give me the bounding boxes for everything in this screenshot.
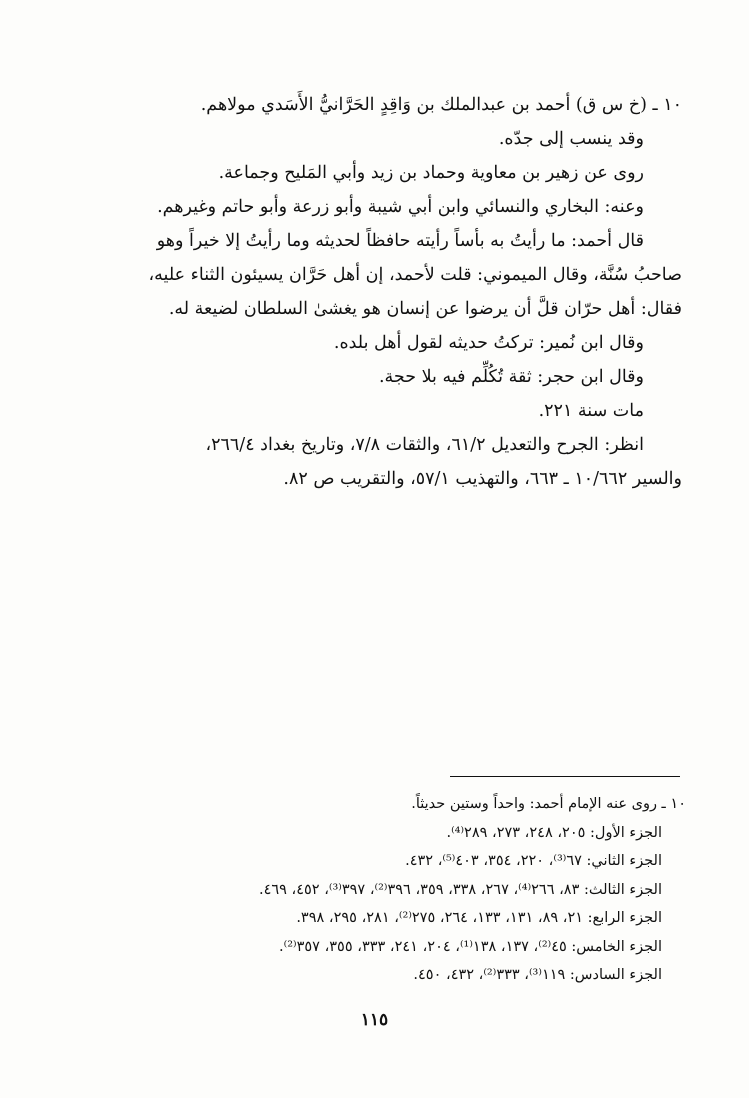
entry-line: وعنه: البخاري والنسائي وابن أبي شيبة وأبو زرعة وأبو حاتم وغيرهم. (157, 197, 644, 217)
entry-line: مات سنة ٢٢١. (538, 401, 644, 421)
footnote-line: الجزء السادس: ١١٩⁽³⁾، ٣٣٣⁽²⁾، ٤٣٢، ٤٥٠. (413, 967, 662, 983)
entry-line: وقال ابن حجر: ثقة تُكُلِّم فيه بلا حجة. (378, 367, 644, 387)
entry-line: صاحبُ سُنَّة، وقال الميموني: قلت لأحمد، إن أهل حَرَّان يسيئون الثناء عليه، (148, 265, 682, 285)
entry-line: وقد ينسب إلى جدّه. (498, 129, 644, 149)
footnote-line: ١٠ ـ روى عنه الإمام أحمد: واحداً وستين حديثاً. (411, 796, 686, 812)
entry-line: قال أحمد: ما رأيتُ به بأساً رأيته حافظاً لحديثه وما رأيتُ إلا خيراً وهو (156, 231, 644, 251)
entry-line: والسير ١٠/٦٦٢ ـ ٦٦٣، والتهذيب ٥٧/١، والتقريب ص ٨٢. (283, 469, 682, 489)
page-number: ١١٥ (360, 1010, 389, 1030)
footnote-divider (450, 776, 680, 777)
entry-line: روى عن زهير بن معاوية وحماد بن زيد وأبي المَليح وجماعة. (218, 163, 644, 183)
entry-heading: ١٠ ـ (خ س ق) أحمد بن عبدالملك بن وَاقِدٍ الحَرَّانيُّ الأَسَدي مولاهم. (200, 95, 682, 115)
footnote-line: الجزء الأول: ٢٠٥، ٢٤٨، ٢٧٣، ٢٨٩⁽⁴⁾. (446, 824, 662, 841)
footnote-line: الجزء الخامس: ٤٥⁽²⁾، ١٣٧، ١٣٨⁽¹⁾، ٢٠٤، ٢٤١، ٣٣٣، ٣٥٥، ٣٥٧⁽²⁾. (279, 938, 662, 955)
biography-entry (70, 88, 682, 496)
entry-line: وقال ابن نُمير: تركتُ حديثه لقول أهل بلده. (333, 333, 644, 353)
entry-line: فقال: أهل حرّان قلَّ أن يرضوا عن إنسان هو يغشىٰ السلطان لضيعة له. (168, 299, 682, 319)
footnote-line: الجزء الثاني: ٦٧⁽³⁾، ٢٢٠، ٣٥٤، ٤٠٣⁽⁵⁾، ٤٣٢. (405, 853, 662, 869)
footnote-line: الجزء الثالث: ٨٣، ٢٦٦⁽⁴⁾، ٢٦٧، ٣٣٨، ٣٥٩، ٣٩٦⁽²⁾، ٣٩٧⁽³⁾، ٤٥٢، ٤٦٩. (258, 881, 662, 898)
footnote-line: الجزء الرابع: ٢١، ٨٩، ١٣١، ١٣٣، ٢٦٤، ٢٧٥⁽²⁾، ٢٨١، ٢٩٥، ٣٩٨. (296, 910, 662, 926)
entry-line: انظر: الجرح والتعديل ٦١/٢، والثقات ٧/٨، وتاريخ بغداد ٢٦٦/٤، (205, 435, 644, 455)
footnotes (64, 790, 686, 990)
